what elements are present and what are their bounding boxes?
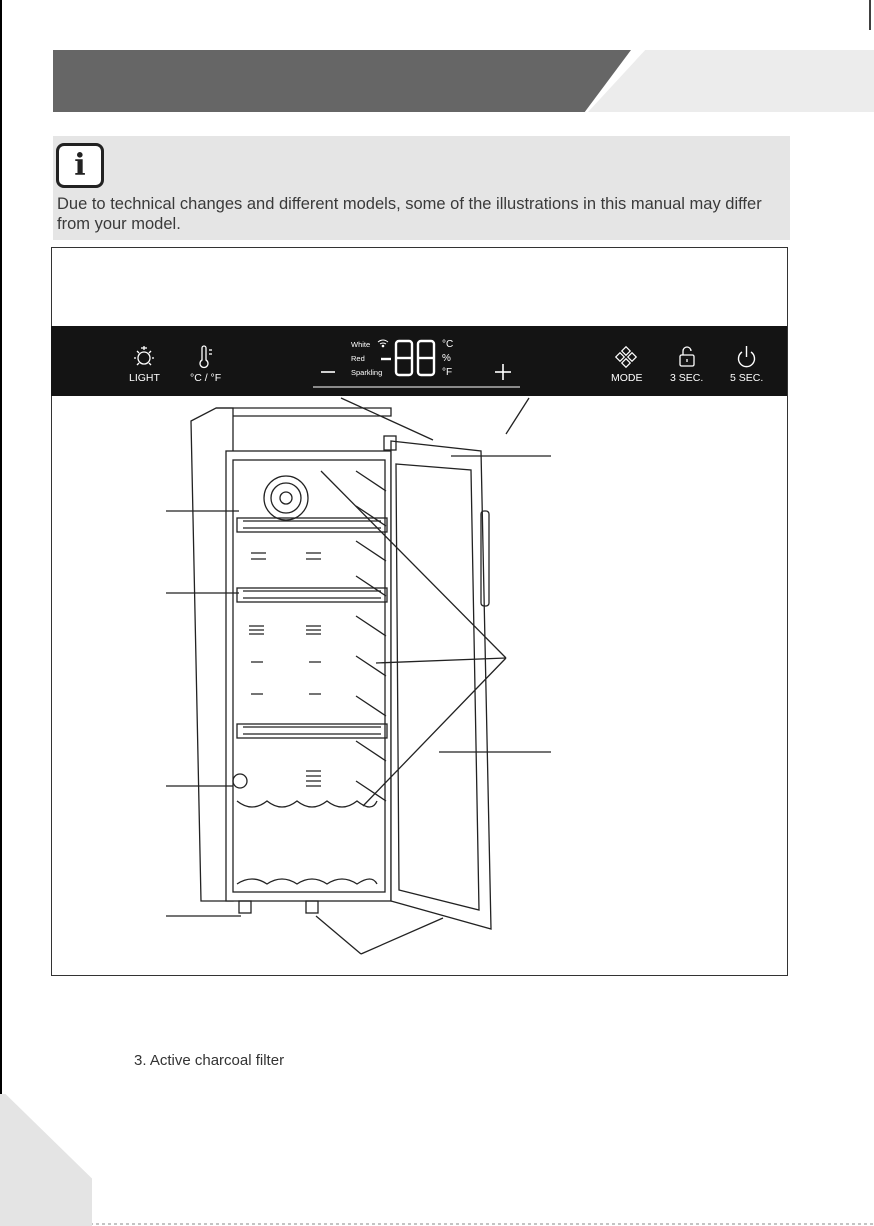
plus-icon <box>495 364 511 380</box>
lock-button-label[interactable]: 3 SEC. <box>670 372 704 384</box>
control-panel-icons <box>51 326 787 396</box>
power-icon <box>739 346 755 367</box>
light-bulb-icon <box>134 346 154 365</box>
wifi-icon <box>378 340 388 347</box>
info-notice <box>53 136 790 240</box>
page-corner-tab <box>0 1094 92 1226</box>
wine-cooler-illustration <box>51 396 788 975</box>
mode-icon <box>616 347 636 367</box>
wine-type-white: White <box>351 340 371 349</box>
display-unit-f: °F <box>442 367 453 378</box>
section-header-tab <box>53 50 631 112</box>
light-button-label[interactable]: LIGHT <box>129 372 160 384</box>
display-unit-percent: % <box>442 353 451 364</box>
caption-item-3: 3. Active charcoal filter <box>134 1052 285 1069</box>
unit-button-label[interactable]: °C / °F <box>190 372 222 384</box>
info-icon-letter: i <box>74 148 86 183</box>
power-button-label[interactable]: 5 SEC. <box>730 372 764 384</box>
wine-type-sparkling: Sparkling <box>351 368 383 377</box>
thermometer-icon <box>200 346 212 367</box>
lock-icon <box>680 347 694 366</box>
display-unit-c: °C <box>442 339 454 350</box>
info-icon <box>56 143 104 188</box>
section-header-tab-light <box>588 50 874 112</box>
seven-segment-display <box>381 341 434 375</box>
wine-type-red: Red <box>351 354 365 363</box>
info-notice-text: Due to technical changes and different models, some of the illustrations in this manual may differ from your model. <box>57 195 762 233</box>
control-panel <box>51 326 787 396</box>
mode-button-label[interactable]: MODE <box>611 372 643 384</box>
